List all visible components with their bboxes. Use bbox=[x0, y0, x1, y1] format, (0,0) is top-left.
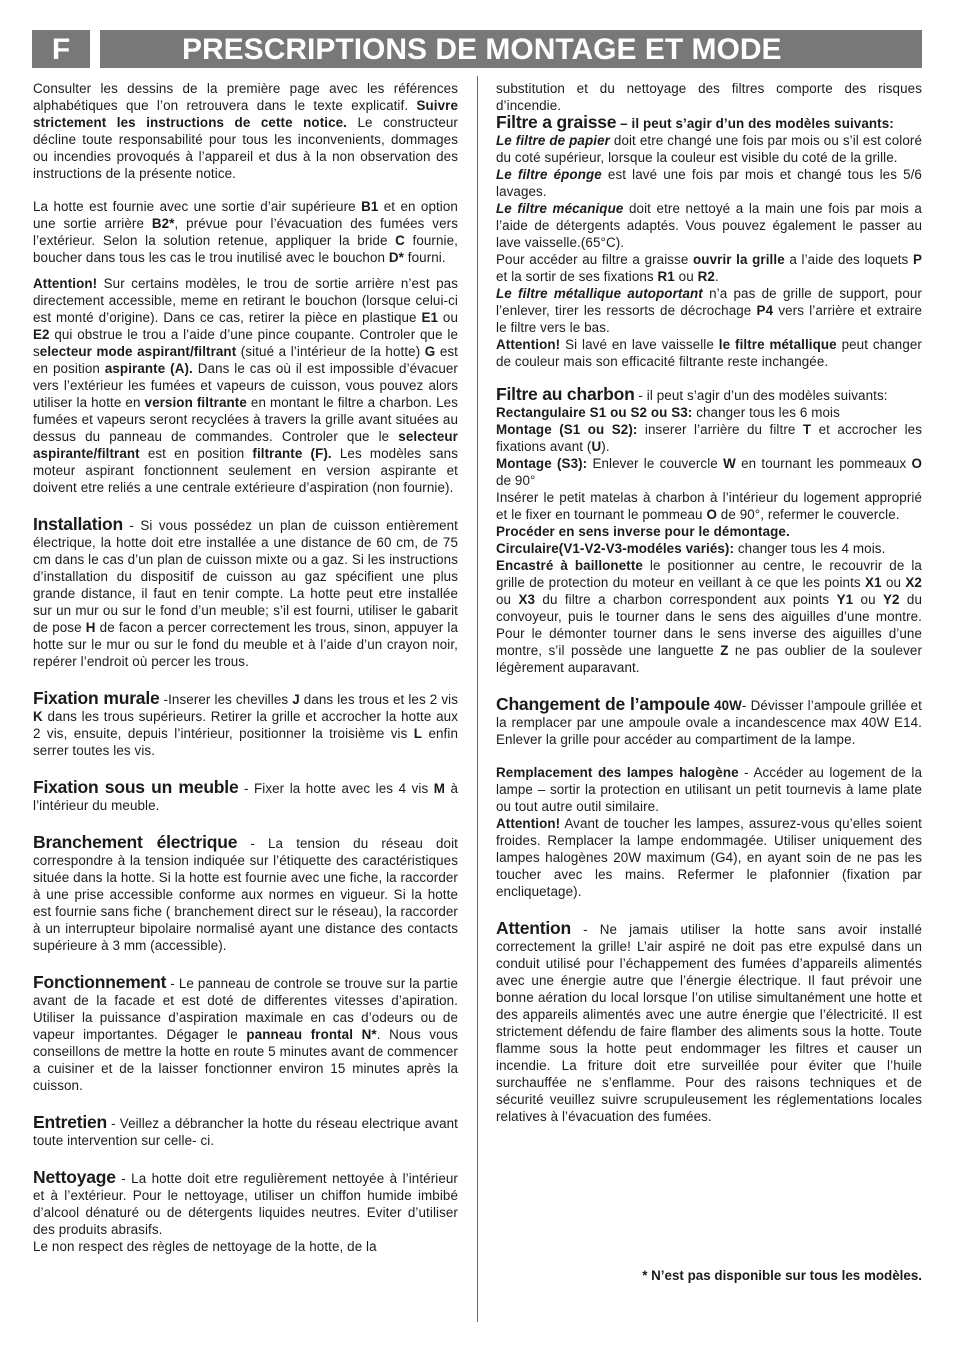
ref-m: M bbox=[433, 781, 445, 796]
access-filter-paragraph bbox=[496, 251, 922, 285]
electrical-section bbox=[33, 834, 458, 954]
ref-o: O bbox=[706, 507, 717, 522]
maintenance-heading: Entretien bbox=[33, 1112, 108, 1132]
text: enfin serrer toutes les vis. bbox=[33, 726, 458, 758]
electrical-heading: Branchement électrique bbox=[33, 832, 238, 852]
safety-section bbox=[496, 920, 922, 1125]
ref-w: W bbox=[723, 456, 736, 471]
column-divider bbox=[477, 76, 478, 1322]
circular-paragraph bbox=[496, 540, 922, 557]
version-filtrante: version filtrante bbox=[144, 395, 247, 410]
ref-t: T bbox=[802, 422, 812, 437]
mount-s3-label: Montage (S3): bbox=[496, 456, 588, 471]
text: à l’intérieur du meuble. bbox=[33, 781, 458, 813]
selector-label-2: selecteur aspirante/filtrant bbox=[33, 429, 458, 461]
text: vers l’arrière et extraire le filtre vers le bas. bbox=[496, 303, 922, 335]
text: . Nous vous conseillons de mettre la hotte en route 5 minutes avant de commencer a cuisiner et de la laisser fonctionner environ 15 minutes après la cuisson. bbox=[33, 1027, 458, 1093]
text: est lavé une fois par mois et changé tous les 5/6 lavages. bbox=[496, 167, 922, 199]
ref-k: K bbox=[33, 709, 43, 724]
front-panel-label: panneau frontal N* bbox=[246, 1027, 377, 1042]
charcoal-filter-heading-line bbox=[496, 386, 922, 404]
text: Si lavé en lave vaisselle bbox=[560, 337, 719, 352]
ref-x3: X3 bbox=[518, 592, 536, 607]
mount-s3-paragraph bbox=[496, 455, 922, 489]
ref-e2: E2 bbox=[33, 327, 50, 342]
text: est en position bbox=[139, 446, 253, 461]
right-column bbox=[496, 80, 922, 1125]
ref-r1: R1 bbox=[657, 269, 675, 284]
bayonet-label: Encastré à baillonette bbox=[496, 558, 643, 573]
ref-p4: P4 bbox=[756, 303, 774, 318]
text: - Dévisser l’ampoule grillée et la remplacer par une ampoule ovale a incandescence max 40W E14. Enlever la grille pour accéder au compartiment de la lampe. bbox=[496, 698, 923, 747]
text: Avant de toucher les lampes, assurez-vous qu’elles soient froides. Remplacer la lampe endommagée. Utiliser uniquement des lampes halogènes 20W maximum (G4), en ayant soin de ne pas les toucher avec les mains. Refermer le plafonnier (fixation par encliquetage). bbox=[496, 816, 922, 899]
metal-filter-label: Le filtre métallique autoportant bbox=[496, 286, 703, 301]
mechanical-filter-label: Le filtre mécanique bbox=[496, 201, 624, 216]
ref-l: L bbox=[413, 726, 423, 741]
ref-u: U bbox=[591, 439, 602, 454]
ref-y2: Y2 bbox=[882, 592, 900, 607]
bayonet-paragraph bbox=[496, 557, 922, 676]
sponge-filter-label: Le filtre éponge bbox=[496, 167, 602, 182]
metal-filter-ref: le filtre métallique bbox=[718, 337, 837, 352]
text: est en position bbox=[33, 344, 458, 376]
text: de facon a percer correctement les trous, sinon, appuyer la hotte sur le mur ou sur le fond du meuble et à l’aide d’un crayon noir, repérer l’endroit où percer les trous. bbox=[33, 620, 458, 669]
insert-charcoal-paragraph bbox=[496, 489, 922, 523]
left-column bbox=[33, 80, 458, 1255]
text: fournie, boucher dans tous les cas le trou inutilisé avec le bouchon bbox=[33, 233, 458, 265]
ref-p: P bbox=[912, 252, 922, 267]
charcoal-filter-heading: Filtre au charbon bbox=[496, 384, 635, 404]
paper-filter-label: Le filtre de papier bbox=[496, 133, 610, 148]
attention-label: Attention! bbox=[496, 816, 561, 831]
text: le positionner au centre, le recouvrir de la grille de protection du moteur en veillant à ce que les points bbox=[496, 558, 922, 590]
text: et accrocher les fixations avant ( bbox=[496, 422, 922, 454]
selector-label: electeur mode aspirant/filtrant bbox=[39, 344, 237, 359]
footnote: * N’est pas disponible sur tous les modèles. bbox=[642, 1268, 922, 1283]
installation-heading: Installation bbox=[33, 514, 123, 534]
text: - La hotte doit etre regulièrement nettoyée à l’intérieur et à l’extérieur. Pour le nettoyage, utiliser un chiffon humide imbibé d’alcool dénaturé ou de détergents liquides neutres. Eviter d’utiliser des produits abrasifs. bbox=[33, 1171, 458, 1237]
safety-heading: Attention bbox=[496, 918, 571, 938]
text: Enlever le couvercle bbox=[587, 456, 724, 471]
ref-z: Z bbox=[720, 643, 729, 658]
text: du filtre a charbon correspondent aux points bbox=[535, 592, 837, 607]
intro-paragraph bbox=[33, 80, 458, 182]
text: - Si vous possédez un plan de cuisson entièrement électrique, la hotte doit etre installée a une distance de 60 cm, de 75 cm dans le cas d’un plan de cuisson mixte ou a gaz. Si les instructions d’installation du dispositif de cuisson au gaz spécifient une plus grande distance, il faut en tenir compte. La hotte peut etre installée sur un mur ou sur le fond d’un meuble; s’il est fourni, utiliser le gabarit de pose bbox=[33, 518, 458, 635]
circular-label: Circulaire(V1-V2-V3-modéles variés): bbox=[496, 541, 735, 556]
maintenance-section bbox=[33, 1114, 458, 1149]
text: ou bbox=[438, 310, 458, 325]
text: doit etre changé une fois par mois ou s’il est coloré du coté supérieur, lorsque la couleur est visible du coté de la grille. bbox=[496, 133, 922, 165]
text: a l’aide des loquets bbox=[784, 252, 913, 267]
text: en montant le filtre a charbon. Les fumées et vapeurs seront recyclées à travers la grille avant situées au dessus du panneau de commandes. Controler que le bbox=[33, 395, 459, 444]
text: ne pas oublier de la soulever légèrement auparavant. bbox=[496, 643, 922, 675]
mount-s1-s2-paragraph bbox=[496, 421, 922, 455]
ref-e1: E1 bbox=[421, 310, 439, 325]
text: La hotte est fournie avec une sortie d’air supérieure bbox=[33, 199, 362, 214]
ref-g: G bbox=[424, 344, 436, 359]
text: Dans le cas où il est impossible d’évacuer vers l’extérieur les fumées et vapeurs de cuisson, vous pouvez alors utiliser la hotte en bbox=[33, 361, 458, 410]
text: - Veillez a débrancher la hotte du réseau electrique avant toute intervention sur celle- ci. bbox=[33, 1116, 458, 1148]
text: de 90°, refermer le couvercle. bbox=[716, 507, 900, 522]
text: dans les trous et les 2 vis bbox=[299, 692, 458, 707]
intro-text: Consulter les dessins de la première page avec les références alphabétiques que l’on retrouvera dans le texte explicatif. bbox=[33, 81, 458, 113]
cleaning-continued: Le non respect des règles de nettoyage de la hotte, de la bbox=[33, 1239, 377, 1254]
grease-filter-subtitle: – il peut s’agir d’un des modèles suivants: bbox=[616, 116, 894, 131]
cleaning-section bbox=[33, 1169, 458, 1238]
mode-filtrante: filtrante (F). bbox=[252, 446, 332, 461]
ref-c: C bbox=[395, 233, 405, 248]
text: - Ne jamais utiliser la hotte sans avoir installé correctement la grille! L’air aspiré ne doit pas etre expulsé dans un conduit utilisé pour l’échappement des fumées d’appareils alimentés avec une énergie autre que l’énergie électrique. Il faut prévoir une bonne aération du local lorsque l’on utilise simultanément une hotte et des appareils alimentés avec une autre énergie que l’électricité. Il est strictement défendu de faire flamber des aliments sous la hotte. Toute flamme sous la hotte peut endommager les filtres et causer un incendie. La friture doit etre surveillée pour éviter que l’huile surchauffée ne s’enflamme. Pour des raisons techniques et de sécurité veuillez suivre scrupuleusement les réglementations locales relatives à l’évacuation des fumées. bbox=[496, 922, 922, 1124]
ref-b1: B1 bbox=[361, 199, 379, 214]
ref-h: H bbox=[85, 620, 96, 635]
bulb-change-heading: Changement de l’ampoule bbox=[496, 694, 710, 714]
cabinet-mount-section bbox=[33, 779, 458, 814]
sponge-filter-paragraph bbox=[496, 166, 922, 200]
text: changer tous les 4 mois. bbox=[734, 541, 886, 556]
open-grille-label: ouvrir la grille bbox=[693, 252, 785, 267]
halogen-attention bbox=[496, 815, 922, 900]
ref-y1: Y1 bbox=[836, 592, 854, 607]
halogen-label: Remplacement des lampes halogène bbox=[496, 765, 739, 780]
attention-label: Attention! bbox=[33, 276, 98, 291]
text: - La tension du réseau doit correspondre à la tension indiquée sur l’étiquette des caractéristiques située dans la hotte. Si la hotte est fournie avec une fiche, la raccorder à une prise accessible conforme aux normes en vigueur. Si la hotte est fournie sans fiche ( branchement direct sur le réseau), la raccorder à un interrupteur bipolaire normalisé ayant une distance des contacts supérieure à 3 mm (accessible). bbox=[33, 836, 458, 953]
text: Pour accéder au filtre a graisse bbox=[496, 252, 694, 267]
bulb-wattage: 40W bbox=[709, 698, 742, 713]
wall-mount-section bbox=[33, 690, 458, 759]
intro-warning: Suivre strictement les instructions de cette notice. bbox=[33, 98, 458, 130]
operation-section bbox=[33, 974, 458, 1094]
text: inserer l’arrière du filtre bbox=[637, 422, 803, 437]
wall-mount-heading: Fixation murale bbox=[33, 688, 160, 708]
ref-o: O bbox=[911, 456, 923, 471]
rectangular-paragraph bbox=[496, 404, 922, 421]
attention-paragraph bbox=[33, 275, 458, 496]
text: ). bbox=[601, 439, 610, 454]
text: ou bbox=[881, 575, 906, 590]
reverse-procedure bbox=[496, 523, 922, 540]
text: qui obstrue le trou a l’aide d’une pince coupante. Controler que le s bbox=[33, 327, 458, 359]
text: et en option une sortie arrière bbox=[33, 199, 458, 231]
text: , prévue pour l’évacuation des fumées vers l’extérieur. Selon la solution retenue, appliquer la bride bbox=[33, 216, 458, 248]
language-badge: F bbox=[32, 30, 90, 68]
ref-x2: X2 bbox=[905, 575, 922, 590]
text: dans les trous supérieurs. Retirer la grille et accrocher la hotte aux 2 vis, ensuite, depuis l’intérieur, positionner la troisième vis bbox=[33, 709, 458, 741]
ref-j: J bbox=[292, 692, 300, 707]
reverse-procedure-label: Procéder en sens inverse pour le démontage. bbox=[496, 524, 790, 539]
text: de 90° bbox=[496, 473, 536, 488]
outlet-paragraph bbox=[33, 198, 458, 266]
text: peut changer de couleur mais son efficacité filtrante reste inchangée. bbox=[496, 337, 922, 369]
ref-d: D* bbox=[388, 250, 404, 265]
page-header bbox=[32, 30, 922, 68]
mount-s1-s2-label: Montage (S1 ou S2): bbox=[496, 422, 638, 437]
text: Insérer le petit matelas à charbon à l’intérieur du logement approprié et le fixer en tournant le pommeau bbox=[496, 490, 922, 522]
intro-text-2: Le constructeur décline toute responsabilité pour tous les inconvenients, dommages ou incendies provoqués à l’appareil et dus à la non observation des instructions de la présente notice. bbox=[33, 115, 458, 181]
text: ou bbox=[674, 269, 698, 284]
charcoal-filter-subtitle: - il peut s’agir d’un des modèles suivants: bbox=[634, 388, 888, 403]
mode-aspirante: aspirante (A). bbox=[104, 361, 193, 376]
text: -Inserer les chevilles bbox=[159, 692, 293, 707]
installation-section bbox=[33, 516, 458, 670]
metal-filter-paragraph bbox=[496, 285, 922, 336]
grease-filter-heading-line bbox=[496, 114, 922, 132]
halogen-section bbox=[496, 764, 922, 815]
text: (situé a l’intérieur de la hotte) bbox=[236, 344, 425, 359]
paper-filter-paragraph bbox=[496, 132, 922, 166]
cleaning-continuation: substitution et du nettoyage des filtres comporte des risques d’incendie. bbox=[496, 81, 922, 113]
ref-x1: X1 bbox=[865, 575, 882, 590]
operation-heading: Fonctionnement bbox=[33, 972, 167, 992]
text: en tournant les pommeaux bbox=[735, 456, 912, 471]
text: n’a pas de grille de support, pour l’enlever, tirer les ressorts de décrochage bbox=[496, 286, 922, 318]
text: changer tous les 6 mois bbox=[692, 405, 840, 420]
text: - Accéder au logement de la lampe – sortir la protection en utilisant un petit tournevis à lame plate ou tout autre outil similaire. bbox=[496, 765, 923, 814]
text: et la sortir de ses fixations bbox=[496, 269, 658, 284]
text: Sur certains modèles, le trou de sortie arrière n’est pas directement accessible, meme en retirant le bouchon (lorsque celui-ci est monté d’origine). Dans ce cas, retirer la pièce en plastique bbox=[33, 276, 458, 325]
bulb-change-section bbox=[496, 696, 922, 748]
text: - Le panneau de controle se trouve sur la partie avant de la facade et est doté de differentes vitesses d’apiration. Utiliser la puissance d’aspiration maximale en cas d’odeurs ou de vapeur importantes. Dégager le bbox=[33, 976, 458, 1042]
text: ou bbox=[496, 592, 519, 607]
cleaning-heading: Nettoyage bbox=[33, 1167, 116, 1187]
cabinet-mount-heading: Fixation sous un meuble bbox=[33, 777, 239, 797]
text: du convoyeur, puis le tourner dans le sens des aiguilles d’une montre. Pour le démonter tourner dans le sens inverse des aiguilles d’une montre, s’il possède une languette bbox=[496, 592, 923, 658]
ref-b2: B2* bbox=[151, 216, 175, 231]
rectangular-label: Rectangulaire S1 ou S2 ou S3: bbox=[496, 405, 693, 420]
text: - Fixer la hotte avec les 4 vis bbox=[238, 781, 434, 796]
attention-label: Attention! bbox=[496, 337, 561, 352]
text: . bbox=[714, 269, 719, 284]
text: Les modèles sans moteur aspirant fonctionnent seulement en version aspirante et doivent etre reliés a une centrale extérieure d’aspiration (non fournie). bbox=[33, 446, 458, 495]
grease-filter-heading: Filtre a graisse bbox=[496, 112, 617, 132]
ref-r2: R2 bbox=[697, 269, 715, 284]
mechanical-filter-paragraph bbox=[496, 200, 922, 251]
text: doit etre nettoyé a la main une fois par mois a l’aide de détergents adaptés. Vous pouvez également le passer au lave vaisselle.(65°C). bbox=[496, 201, 922, 250]
page-title: PRESCRIPTIONS DE MONTAGE ET MODE bbox=[100, 30, 922, 68]
text: fourni. bbox=[403, 250, 446, 265]
dishwasher-attention bbox=[496, 336, 922, 370]
text: ou bbox=[853, 592, 883, 607]
